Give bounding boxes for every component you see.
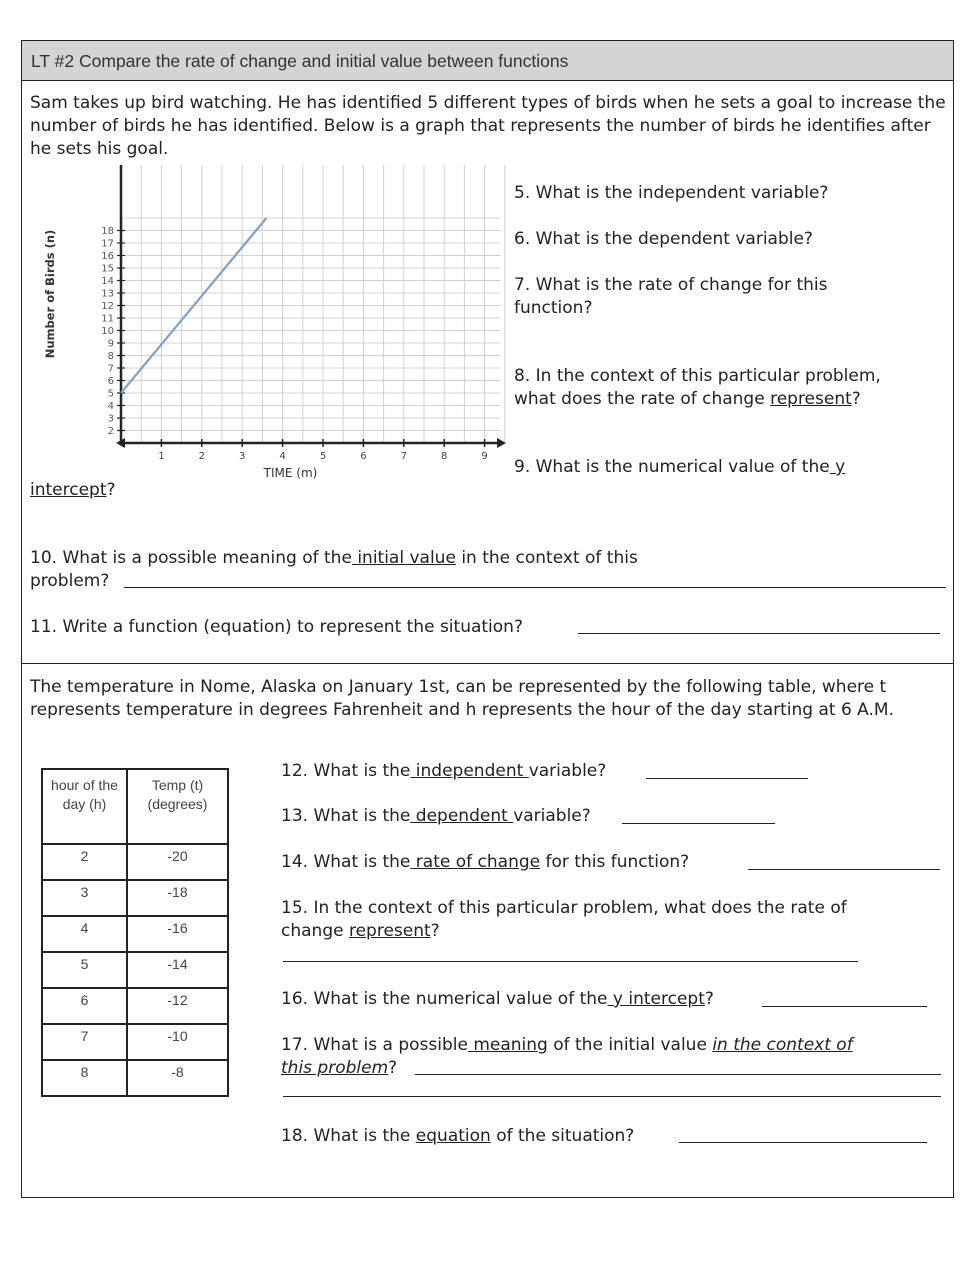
q8-underlined: represent bbox=[770, 389, 852, 409]
q18-underlined: equation bbox=[415, 1126, 491, 1146]
y-tick-label: 9 bbox=[107, 338, 114, 350]
q9-underlined: y bbox=[829, 457, 846, 477]
x-axis-label: TIME (m) bbox=[263, 466, 318, 480]
q18-post: of the situation? bbox=[490, 1126, 635, 1146]
x-tick-label: 4 bbox=[279, 451, 286, 462]
y-tick-label: 2 bbox=[107, 426, 114, 437]
y-tick-label: 5 bbox=[107, 388, 114, 400]
cell-temp: -14 bbox=[127, 952, 228, 988]
table-row bbox=[42, 916, 228, 952]
header-temp: Temp (t) (degrees) bbox=[127, 769, 228, 844]
question-13 bbox=[281, 805, 591, 828]
q9-text: 9. What is the numerical value of the bbox=[514, 457, 830, 477]
y-tick-label: 12 bbox=[101, 301, 114, 312]
question-8-line2 bbox=[514, 388, 881, 411]
q14-underlined: rate of change bbox=[410, 852, 541, 872]
question-12 bbox=[281, 760, 606, 783]
q13-underlined: dependent bbox=[410, 806, 514, 826]
q12-post: variable? bbox=[528, 761, 607, 781]
x-tick-label: 5 bbox=[319, 451, 327, 462]
question-9 bbox=[514, 456, 845, 479]
question-17-line2 bbox=[281, 1057, 853, 1080]
answer-line-14[interactable] bbox=[748, 869, 940, 870]
q10-post: in the context of this bbox=[455, 548, 638, 568]
x-tick-label: 1 bbox=[158, 451, 165, 462]
cell-temp: -20 bbox=[127, 844, 228, 880]
x-tick-label: 9 bbox=[481, 451, 488, 462]
question-10-line2: problem? bbox=[30, 571, 110, 591]
cell-hour: 2 bbox=[42, 844, 127, 880]
q12-underlined: independent bbox=[410, 761, 529, 781]
q12-text: 12. What is the bbox=[281, 761, 411, 781]
cell-temp: -12 bbox=[127, 988, 228, 1024]
q10-text: 10. What is a possible meaning of the bbox=[30, 548, 352, 568]
bird-chart bbox=[40, 165, 510, 480]
q17-mid: of the initial value bbox=[547, 1035, 713, 1055]
y-tick-label: 7 bbox=[107, 363, 114, 375]
answer-line-13[interactable] bbox=[622, 823, 775, 824]
q15-post: ? bbox=[430, 921, 440, 941]
q17-underlined: meaning bbox=[467, 1035, 548, 1055]
answer-line-18[interactable] bbox=[679, 1142, 927, 1143]
y-tick-label: 3 bbox=[107, 413, 114, 425]
table-row bbox=[42, 1060, 228, 1096]
y-axis-label: Number of Birds (n) bbox=[43, 229, 57, 359]
y-tick-label: 8 bbox=[107, 351, 114, 362]
cell-hour: 3 bbox=[42, 880, 127, 916]
q13-text: 13. What is the bbox=[281, 806, 411, 826]
table-row bbox=[42, 1024, 228, 1060]
x-tick-label: 7 bbox=[400, 451, 407, 462]
question-9-cont bbox=[30, 479, 116, 502]
y-tick-label: 15 bbox=[101, 263, 114, 275]
question-5: 5. What is the independent variable? bbox=[514, 183, 829, 203]
y-tick-label: 4 bbox=[107, 401, 114, 412]
q16-post: ? bbox=[704, 989, 714, 1009]
header-hour: hour of the day (h) bbox=[42, 769, 127, 844]
question-7 bbox=[514, 274, 827, 320]
q17-italic: in the context of bbox=[712, 1035, 853, 1055]
answer-line-12[interactable] bbox=[646, 778, 808, 779]
q17-text: 17. What is a possible bbox=[281, 1035, 468, 1055]
q15-underlined: represent bbox=[348, 921, 431, 941]
question-8 bbox=[514, 365, 881, 411]
cell-hour: 4 bbox=[42, 916, 127, 952]
x-tick-label: 8 bbox=[441, 451, 448, 462]
question-14 bbox=[281, 851, 689, 874]
table-row bbox=[42, 988, 228, 1024]
q16-underlined: y intercept bbox=[607, 989, 705, 1009]
y-tick-label: 10 bbox=[101, 326, 114, 337]
answer-line-17a[interactable] bbox=[415, 1074, 941, 1075]
answer-line-17b[interactable] bbox=[283, 1096, 941, 1097]
q17-italic-2: this problem bbox=[281, 1058, 389, 1078]
question-10 bbox=[30, 547, 638, 570]
question-16 bbox=[281, 988, 714, 1011]
chart-grid bbox=[121, 165, 505, 443]
cell-temp: -8 bbox=[127, 1060, 228, 1096]
worksheet bbox=[21, 40, 954, 1198]
question-17-line1 bbox=[281, 1034, 853, 1057]
cell-temp: -10 bbox=[127, 1024, 228, 1060]
question-15-line1: 15. In the context of this particular problem, what does the rate of bbox=[281, 898, 847, 918]
q15-text: change bbox=[281, 921, 349, 941]
cell-temp: -16 bbox=[127, 916, 228, 952]
q18-text: 18. What is the bbox=[281, 1126, 416, 1146]
cell-hour: 7 bbox=[42, 1024, 127, 1060]
q9-intercept: intercept bbox=[30, 480, 107, 500]
y-tick-label: 6 bbox=[107, 376, 114, 387]
y-tick-label: 11 bbox=[101, 313, 114, 325]
cell-hour: 6 bbox=[42, 988, 127, 1024]
question-11: 11. Write a function (equation) to represent the situation? bbox=[30, 617, 523, 637]
question-15 bbox=[281, 897, 847, 943]
question-8-line1: 8. In the context of this particular problem, bbox=[514, 366, 881, 386]
table-row bbox=[42, 952, 228, 988]
question-15-line2 bbox=[281, 920, 847, 943]
section1-intro: Sam takes up bird watching. He has identified 5 different types of birds when he sets a goal to increase the number of birds he has identified. Below is a graph that represents the number of birds he identifies after he sets his goal. bbox=[30, 93, 946, 159]
y-tick-label: 16 bbox=[101, 251, 114, 262]
table-row bbox=[42, 844, 228, 880]
section2-intro: The temperature in Nome, Alaska on January 1st, can be represented by the following table, where t represents temperature in degrees Fahrenheit and h represents the hour of the day starting at 6 A.M. bbox=[30, 677, 894, 720]
question-7-line2: function? bbox=[514, 298, 593, 318]
x-tick-label: 6 bbox=[360, 451, 367, 462]
x-tick-label: 3 bbox=[239, 451, 246, 462]
cell-temp: -18 bbox=[127, 880, 228, 916]
q17-post: ? bbox=[388, 1058, 398, 1078]
chart-ticks bbox=[101, 226, 488, 462]
y-tick-label: 18 bbox=[101, 226, 114, 237]
answer-line-10[interactable] bbox=[124, 587, 946, 588]
q8-post: ? bbox=[851, 389, 861, 409]
question-18 bbox=[281, 1125, 634, 1148]
y-tick-label: 13 bbox=[101, 288, 114, 300]
question-7-line1: 7. What is the rate of change for this bbox=[514, 275, 828, 295]
table-header-row bbox=[42, 769, 228, 844]
table-row bbox=[42, 880, 228, 916]
question-6: 6. What is the dependent variable? bbox=[514, 229, 813, 249]
answer-line-15[interactable] bbox=[283, 961, 858, 962]
cell-hour: 5 bbox=[42, 952, 127, 988]
q9-post: ? bbox=[106, 480, 116, 500]
x-tick-label: 2 bbox=[198, 451, 205, 462]
answer-line-16[interactable] bbox=[762, 1006, 927, 1007]
y-tick-label: 14 bbox=[101, 276, 114, 287]
q13-post: variable? bbox=[513, 806, 591, 826]
q8-text: what does the rate of change bbox=[514, 389, 771, 409]
header-title: LT #2 Compare the rate of change and initial value between functions bbox=[31, 51, 569, 71]
q16-text: 16. What is the numerical value of the bbox=[281, 989, 608, 1009]
temperature-table bbox=[41, 768, 229, 1097]
q14-post: for this function? bbox=[540, 852, 690, 872]
q10-underlined: initial value bbox=[351, 548, 456, 568]
answer-line-11[interactable] bbox=[578, 633, 940, 634]
y-tick-label: 17 bbox=[101, 238, 114, 250]
q14-text: 14. What is the bbox=[281, 852, 411, 872]
header-bar bbox=[22, 41, 953, 81]
section-divider bbox=[22, 663, 953, 664]
cell-hour: 8 bbox=[42, 1060, 127, 1096]
